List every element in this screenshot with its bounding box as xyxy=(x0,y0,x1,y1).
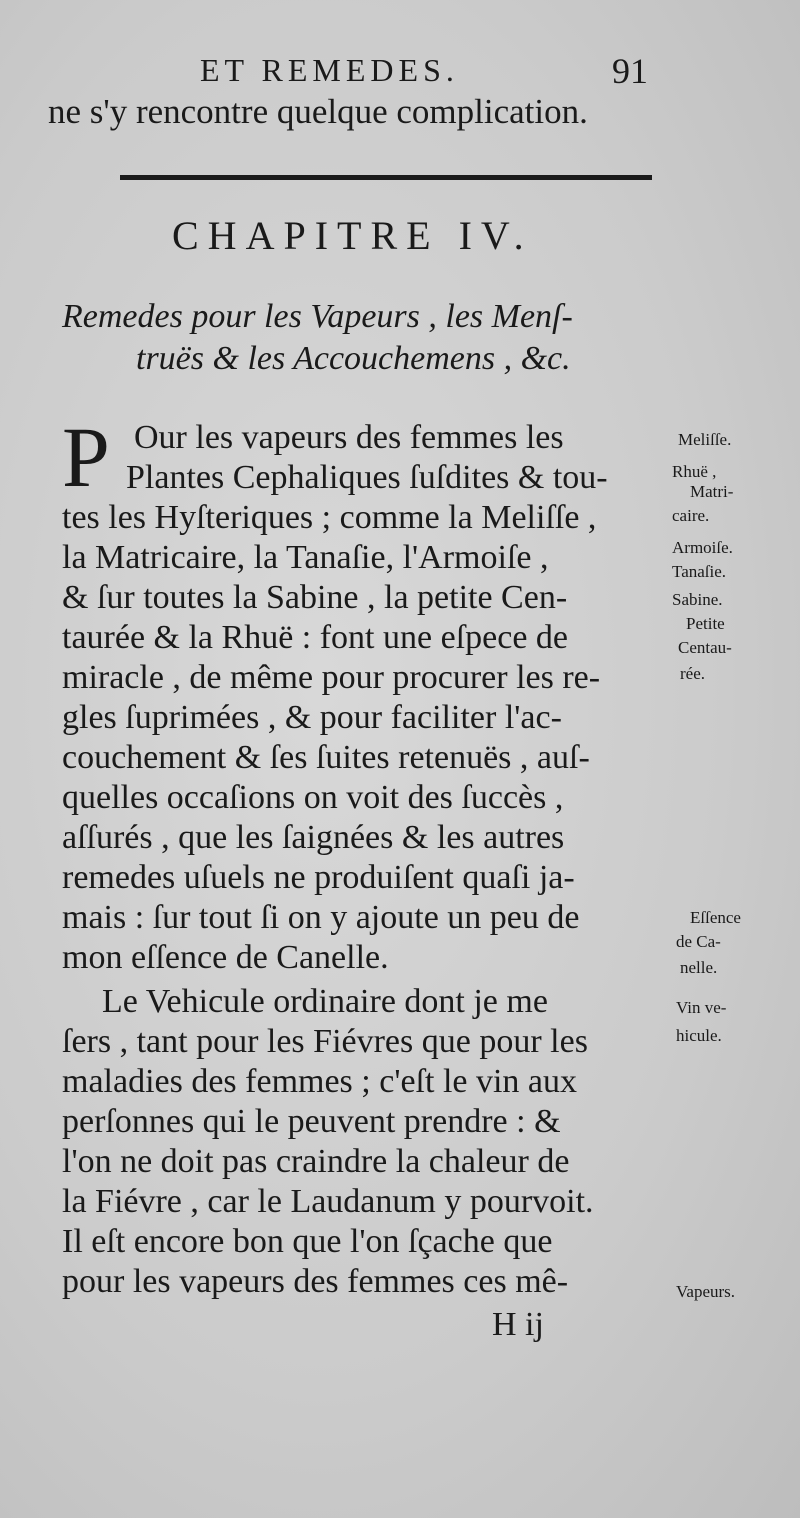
margin-note: Vin ve- xyxy=(676,998,727,1017)
chapter-subtitle-line: truës & les Accouchemens , &c. xyxy=(136,340,571,377)
body-line: taurée & la Rhuë : font une eſpece de xyxy=(62,619,568,656)
margin-note: Meliſſe. xyxy=(678,430,732,449)
body-line: la Fiévre , car le Laudanum y pourvoit. xyxy=(62,1183,594,1220)
body-line: quelles occaſions on voit des ſuccès , xyxy=(62,779,564,816)
body-line: Il eſt encore bon que l'on ſçache que xyxy=(62,1223,553,1260)
body-line: Le Vehicule ordinaire dont je me xyxy=(102,983,548,1020)
body-line: mon eſſence de Canelle. xyxy=(62,939,389,976)
margin-note: caire. xyxy=(672,506,710,525)
body-line: & ſur toutes la Sabine , la petite Cen- xyxy=(62,579,568,616)
body-line: tes les Hyſteriques ; comme la Meliſſe , xyxy=(62,499,597,536)
body-line: ſers , tant pour les Fiévres que pour les xyxy=(62,1023,588,1060)
signature-mark: H ij xyxy=(492,1306,544,1343)
margin-note: Eſſence xyxy=(690,908,741,927)
margin-note: Centau- xyxy=(678,638,732,657)
body-line: mais : ſur tout ſi on y ajoute un peu de xyxy=(62,899,580,936)
body-line: miracle , de même pour procurer les re- xyxy=(62,659,601,696)
body-line: gles ſuprimées , & pour faciliter l'ac- xyxy=(62,699,562,736)
margin-note: rée. xyxy=(680,664,706,683)
margin-note: Vapeurs. xyxy=(676,1282,736,1301)
body-line: l'on ne doit pas craindre la chaleur de xyxy=(62,1143,570,1180)
margin-note: Rhuë , xyxy=(672,462,717,481)
body-line: remedes uſuels ne produiſent quaſi ja- xyxy=(62,859,575,896)
page-number: 91 xyxy=(612,51,648,91)
margin-note: nelle. xyxy=(680,958,718,977)
margin-note: Armoiſe. xyxy=(672,538,733,557)
margin-note: Sabine. xyxy=(672,590,723,609)
top-line: ne s'y rencontre quelque complication. xyxy=(48,92,588,131)
margin-note: Matri- xyxy=(690,482,734,501)
margin-note: Tanaſie. xyxy=(672,562,727,581)
body-line: pour les vapeurs des femmes ces mê- xyxy=(62,1263,569,1300)
running-title: ET REMEDES. xyxy=(200,52,459,88)
body-line: aſſurés , que les ſaignées & les autres xyxy=(62,819,565,856)
chapter-subtitle-line: Remedes pour les Vapeurs , les Menſ- xyxy=(62,298,573,335)
body-line: maladies des femmes ; c'eſt le vin aux xyxy=(62,1063,578,1100)
body-line: couchement & ſes ſuites retenuës , auſ- xyxy=(62,739,590,776)
horizontal-rule xyxy=(120,175,652,180)
margin-note: Petite xyxy=(686,614,725,633)
body-line: la Matricaire, la Tanaſie, l'Armoiſe , xyxy=(62,539,549,576)
body-line: Our les vapeurs des femmes les xyxy=(134,419,564,456)
drop-cap: P xyxy=(62,409,110,505)
body-line: perſonnes qui le peuvent prendre : & xyxy=(62,1103,561,1140)
margin-note: de Ca- xyxy=(676,932,721,951)
margin-note: hicule. xyxy=(676,1026,722,1045)
chapter-title: CHAPITRE IV. xyxy=(172,213,533,258)
body-line: Plantes Cephaliques ſuſdites & tou- xyxy=(126,459,608,496)
